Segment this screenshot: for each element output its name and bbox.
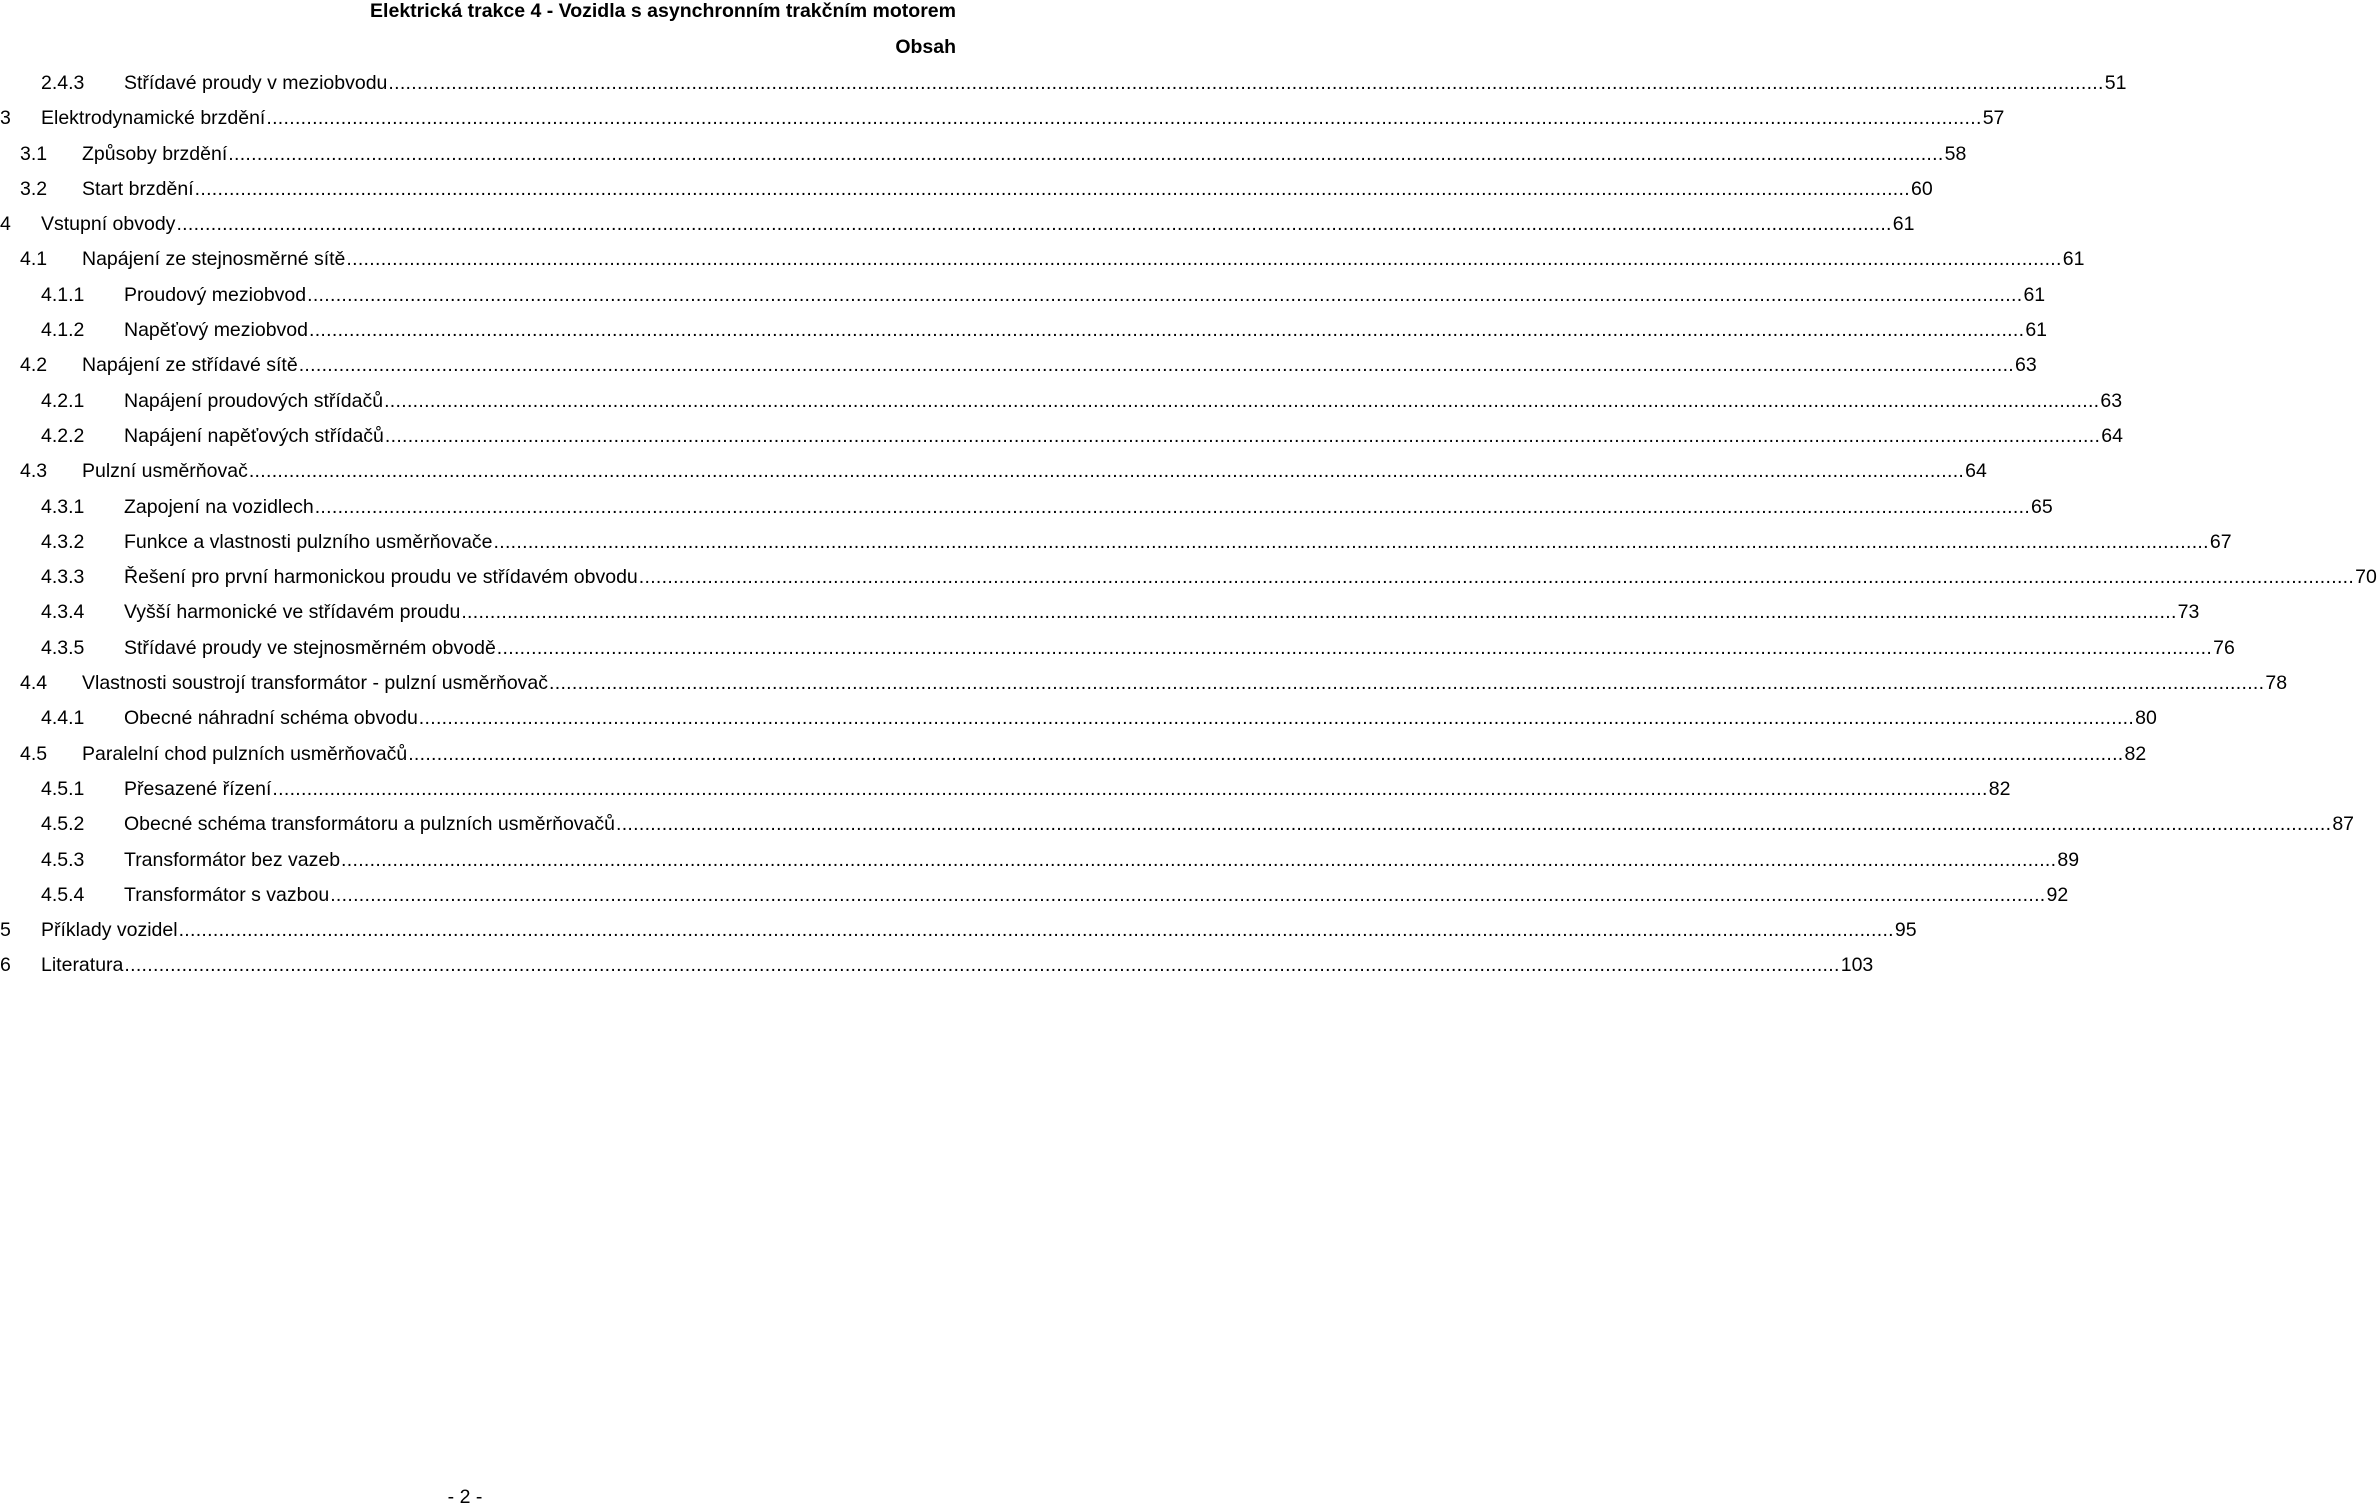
toc-entry-title: Vyšší harmonické ve střídavém proudu xyxy=(124,601,461,624)
toc-entry[interactable] xyxy=(0,454,1987,489)
toc-entry-page: 67 xyxy=(2209,530,2232,553)
toc-entry-number: 6 xyxy=(0,954,11,977)
toc-entry-number: 3.1 xyxy=(20,142,48,165)
toc-entry-body xyxy=(82,172,1933,207)
toc-dot-leader: ............................................................................................................................................................................................................................................................................................................ xyxy=(384,389,2100,412)
toc-dot-leader: ............................................................................................................................................................................................................................................................................................................ xyxy=(418,707,2135,730)
toc-entry-title: Střídavé proudy v meziobvodu xyxy=(124,72,388,94)
toc-entry-body xyxy=(82,348,2037,383)
toc-entry[interactable] xyxy=(0,595,2200,630)
toc-entry-title: Pulzní usměrňovač xyxy=(82,460,248,483)
toc-entry-body xyxy=(124,560,2377,595)
toc-entry-title: Řešení pro první harmonickou proudu ve střídavém obvodu xyxy=(124,566,638,589)
toc-dot-leader: ............................................................................................................................................................................................................................................................................................................ xyxy=(176,213,1892,236)
table-of-contents xyxy=(0,66,2377,984)
toc-entry-page: 87 xyxy=(2332,813,2355,836)
toc-dot-leader: ............................................................................................................................................................................................................................................................................................................ xyxy=(346,248,2062,271)
toc-entry[interactable] xyxy=(0,878,2069,913)
toc-entry[interactable] xyxy=(0,701,2157,736)
toc-entry-number: 4.3.4 xyxy=(41,601,85,624)
toc-dot-leader: ............................................................................................................................................................................................................................................................................................................ xyxy=(638,566,2355,589)
toc-dot-leader: ............................................................................................................................................................................................................................................................................................................ xyxy=(493,530,2209,553)
toc-entry-body xyxy=(124,278,2046,313)
toc-entry-number: 4 xyxy=(0,213,11,236)
toc-entry-page: 61 xyxy=(2025,319,2048,342)
toc-entry-title: Přesazené řízení xyxy=(124,777,272,800)
toc-entry[interactable] xyxy=(0,101,2005,136)
toc-dot-leader: ............................................................................................................................................................................................................................................................................................................ xyxy=(549,672,2265,695)
toc-dot-leader: ............................................................................................................................................................................................................................................................................................................ xyxy=(272,777,1988,800)
toc-dot-leader: ............................................................................................................................................................................................................................................................................................................ xyxy=(194,177,1910,200)
toc-entry-title: Napájení napěťových střídačů xyxy=(124,424,384,447)
toc-entry-body xyxy=(124,701,2157,736)
toc-entry-title: Funkce a vlastnosti pulzního usměrňovače xyxy=(124,530,493,553)
toc-entry-body xyxy=(124,525,2232,560)
toc-entry-number: 4.5.3 xyxy=(41,848,85,871)
toc-entry[interactable] xyxy=(0,948,1874,983)
toc-entry-title: Start brzdění xyxy=(82,177,194,200)
toc-entry-page: 92 xyxy=(2046,883,2069,906)
toc-entry-body xyxy=(124,490,2053,525)
toc-entry-page: 76 xyxy=(2213,636,2235,659)
running-header-section: Obsah xyxy=(895,36,956,58)
toc-entry-page: 65 xyxy=(2031,495,2053,518)
toc-entry-number: 4.4 xyxy=(20,672,48,695)
toc-entry-title: Příklady vozidel xyxy=(41,919,178,942)
toc-entry-title: Střídavé proudy ve stejnosměrném obvodě xyxy=(124,636,496,659)
toc-dot-leader: ............................................................................................................................................................................................................................................................................................................ xyxy=(388,72,2104,94)
toc-entry[interactable] xyxy=(0,913,1917,948)
toc-entry-body xyxy=(124,419,2123,454)
toc-dot-leader: ............................................................................................................................................................................................................................................................................................................ xyxy=(266,107,1982,130)
toc-entry-number: 4.5.1 xyxy=(41,777,85,800)
toc-entry-number: 4.5.4 xyxy=(41,883,85,906)
toc-entry-page: 78 xyxy=(2265,672,2288,695)
toc-entry[interactable] xyxy=(0,772,2011,807)
toc-entry-body xyxy=(82,137,1967,172)
toc-entry-body xyxy=(124,313,2048,348)
toc-entry-title: Způsoby brzdění xyxy=(82,142,228,165)
toc-entry-body xyxy=(41,101,2005,136)
toc-entry-title: Proudový meziobvod xyxy=(124,283,307,306)
toc-entry-body xyxy=(41,913,1917,948)
toc-dot-leader: ............................................................................................................................................................................................................................................................................................................ xyxy=(298,354,2015,377)
toc-entry-title: Transformátor bez vazeb xyxy=(124,848,341,871)
toc-entry[interactable] xyxy=(0,137,1967,172)
toc-entry-page: 63 xyxy=(2100,389,2123,412)
toc-dot-leader: ............................................................................................................................................................................................................................................................................................................ xyxy=(309,319,2025,342)
toc-entry-page: 64 xyxy=(2101,424,2123,447)
toc-dot-leader: ............................................................................................................................................................................................................................................................................................................ xyxy=(314,495,2031,518)
toc-entry[interactable] xyxy=(0,490,2053,525)
toc-entry-body xyxy=(124,384,2123,419)
toc-entry-number: 4.1.2 xyxy=(41,319,85,342)
toc-entry-number: 4.3 xyxy=(20,460,48,483)
toc-entry-body xyxy=(124,772,2011,807)
toc-entry-number: 4.3.1 xyxy=(41,495,85,518)
toc-entry-page: 95 xyxy=(1894,919,1917,942)
toc-dot-leader: ............................................................................................................................................................................................................................................................................................................ xyxy=(178,919,1894,942)
toc-entry-page: 82 xyxy=(1988,777,2011,800)
toc-entry-number: 5 xyxy=(0,919,11,942)
toc-entry[interactable] xyxy=(0,278,2046,313)
toc-entry-page: 70 xyxy=(2355,566,2377,589)
toc-dot-leader: ............................................................................................................................................................................................................................................................................................................ xyxy=(307,283,2023,306)
toc-entry-title: Elektrodynamické brzdění xyxy=(41,107,266,130)
toc-entry[interactable] xyxy=(0,313,2048,348)
toc-entry-body xyxy=(124,843,2080,878)
toc-entry-body xyxy=(124,66,2127,101)
toc-entry-body xyxy=(82,242,2085,277)
toc-entry-body xyxy=(124,878,2069,913)
toc-dot-leader: ............................................................................................................................................................................................................................................................................................................ xyxy=(461,601,2177,624)
toc-dot-leader: ............................................................................................................................................................................................................................................................................................................ xyxy=(408,742,2124,765)
toc-dot-leader: ............................................................................................................................................................................................................................................................................................................ xyxy=(616,813,2332,836)
toc-dot-leader: ............................................................................................................................................................................................................................................................................................................ xyxy=(248,460,1965,483)
toc-entry-number: 4.2.1 xyxy=(41,389,85,412)
toc-entry-title: Obecné náhradní schéma obvodu xyxy=(124,707,418,730)
toc-dot-leader: ............................................................................................................................................................................................................................................................................................................ xyxy=(228,142,1944,165)
toc-entry[interactable] xyxy=(0,737,2147,772)
toc-entry-number: 4.2.2 xyxy=(41,424,85,447)
toc-entry-title: Literatura xyxy=(41,954,124,977)
toc-entry-body xyxy=(82,737,2147,772)
toc-entry-title: Napájení ze střídavé sítě xyxy=(82,354,298,377)
toc-entry-title: Obecné schéma transformátoru a pulzních usměrňovačů xyxy=(124,813,615,836)
toc-entry[interactable] xyxy=(0,843,2080,878)
toc-entry-title: Transformátor s vazbou xyxy=(124,883,330,906)
toc-entry[interactable] xyxy=(0,172,1933,207)
toc-entry-body xyxy=(82,454,1987,489)
toc-entry-title: Vstupní obvody xyxy=(41,213,176,236)
toc-entry-page: 60 xyxy=(1910,177,1933,200)
toc-entry-number: 4.2 xyxy=(20,354,48,377)
toc-entry-title: Paralelní chod pulzních usměrňovačů xyxy=(82,742,408,765)
toc-entry-body xyxy=(124,595,2200,630)
toc-entry-title: Napěťový meziobvod xyxy=(124,319,308,342)
toc-entry-title: Vlastnosti soustrojí transformátor - pulzní usměrňovač xyxy=(82,672,549,695)
toc-dot-leader: ............................................................................................................................................................................................................................................................................................................ xyxy=(496,636,2213,659)
toc-entry-number: 3 xyxy=(0,107,11,130)
toc-entry-page: 63 xyxy=(2015,354,2037,377)
toc-entry[interactable] xyxy=(0,631,2235,666)
toc-entry[interactable] xyxy=(0,419,2123,454)
toc-entry-number: 4.1.1 xyxy=(41,283,85,306)
toc-entry-title: Napájení ze stejnosměrné sítě xyxy=(82,248,346,271)
toc-entry-number: 4.3.3 xyxy=(41,566,85,589)
toc-entry-page: 61 xyxy=(2023,283,2046,306)
toc-entry-page: 80 xyxy=(2135,707,2157,730)
toc-dot-leader: ............................................................................................................................................................................................................................................................................................................ xyxy=(384,424,2101,447)
toc-entry-number: 3.2 xyxy=(20,177,48,200)
toc-entry-page: 57 xyxy=(1982,107,2005,130)
toc-entry-number: 2.4.3 xyxy=(41,72,85,94)
toc-entry-page: 58 xyxy=(1944,142,1967,165)
page-number: - 2 - xyxy=(447,1486,483,1508)
toc-entry-page: 64 xyxy=(1965,460,1987,483)
toc-entry[interactable] xyxy=(0,807,2355,842)
toc-entry-page: 89 xyxy=(2057,848,2080,871)
toc-entry-title: Zapojení na vozidlech xyxy=(124,495,314,518)
toc-dot-leader: ............................................................................................................................................................................................................................................................................................................ xyxy=(124,954,1840,977)
toc-entry-page: 51 xyxy=(2104,72,2127,94)
toc-dot-leader: ............................................................................................................................................................................................................................................................................................................ xyxy=(330,883,2046,906)
toc-entry-number: 4.4.1 xyxy=(41,707,85,730)
toc-entry-number: 4.5.2 xyxy=(41,813,85,836)
toc-entry[interactable] xyxy=(0,207,1915,242)
toc-entry-number: 4.3.5 xyxy=(41,636,85,659)
toc-entry-body xyxy=(82,666,2288,701)
toc-entry-number: 4.5 xyxy=(20,742,48,765)
toc-entry-body xyxy=(124,807,2355,842)
toc-entry-page: 73 xyxy=(2177,601,2200,624)
toc-entry[interactable] xyxy=(0,384,2123,419)
running-header-title: Elektrická trakce 4 - Vozidla s asynchronním trakčním motorem xyxy=(370,0,956,22)
toc-entry-number: 4.1 xyxy=(20,248,48,271)
toc-entry[interactable] xyxy=(0,242,2085,277)
toc-entry-number: 4.3.2 xyxy=(41,530,85,553)
toc-entry-page: 61 xyxy=(2062,248,2085,271)
toc-dot-leader: ............................................................................................................................................................................................................................................................................................................ xyxy=(341,848,2057,871)
toc-entry-body xyxy=(41,948,1874,983)
toc-entry-page: 103 xyxy=(1840,954,1874,977)
toc-entry[interactable] xyxy=(0,66,2127,101)
toc-entry-page: 82 xyxy=(2124,742,2147,765)
toc-entry-body xyxy=(124,631,2235,666)
toc-entry[interactable] xyxy=(0,666,2288,701)
toc-entry-title: Napájení proudových střídačů xyxy=(124,389,384,412)
toc-entry-body xyxy=(41,207,1915,242)
toc-entry[interactable] xyxy=(0,560,2377,595)
toc-entry-page: 61 xyxy=(1892,213,1915,236)
toc-entry[interactable] xyxy=(0,348,2037,383)
toc-entry[interactable] xyxy=(0,525,2232,560)
